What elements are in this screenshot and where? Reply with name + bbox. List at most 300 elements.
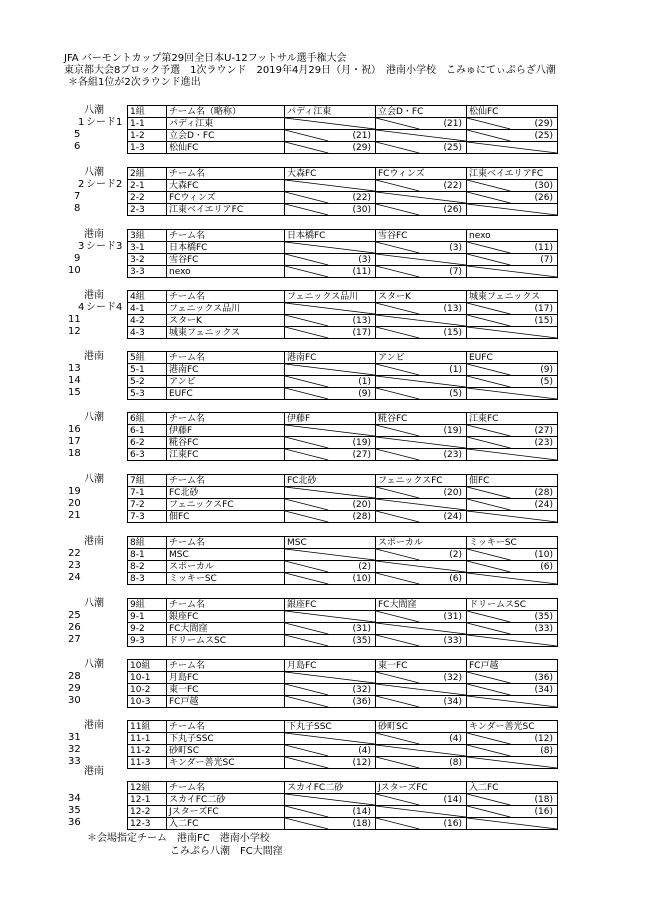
self-match-cell <box>467 635 558 647</box>
team-code: 7-3 <box>128 511 167 523</box>
diagonal-slash <box>467 449 557 460</box>
team-name: JスターズFC <box>167 806 285 818</box>
team-name: 下丸子SSC <box>167 733 285 745</box>
seed-number: 1 <box>78 117 85 128</box>
match-number: (5) <box>540 376 553 387</box>
team-name: スポーカル <box>167 561 285 573</box>
diagonal-slash <box>376 745 466 756</box>
match-number: (11) <box>534 242 553 253</box>
seed-number: 2 <box>78 179 85 190</box>
match-cell <box>285 266 376 278</box>
match-number: (21) <box>443 118 462 129</box>
self-match-cell <box>376 254 467 266</box>
self-match-cell <box>467 757 558 769</box>
match-cell <box>376 794 467 806</box>
venue-label: 港南 <box>84 290 104 301</box>
team-code: 1-3 <box>128 142 167 154</box>
group-title: 4組 <box>128 291 167 303</box>
match-cell <box>285 142 376 154</box>
row-number: 36 <box>68 817 81 828</box>
team-name: 佃FC <box>167 511 285 523</box>
match-number: (22) <box>443 180 462 191</box>
team-code: 12-2 <box>128 806 167 818</box>
match-cell <box>285 745 376 757</box>
match-number: (30) <box>534 180 553 191</box>
row-number: 31 <box>68 732 81 743</box>
group-title: 12組 <box>128 782 167 794</box>
team-code: 7-2 <box>128 499 167 511</box>
match-cell <box>467 303 558 315</box>
match-number: (3) <box>449 242 462 253</box>
match-cell <box>467 561 558 573</box>
opponent-header: スポーカル <box>376 537 467 549</box>
table-row <box>128 437 558 449</box>
match-cell <box>285 818 376 830</box>
self-match-cell <box>285 364 376 376</box>
team-name: 港南FC <box>167 364 285 376</box>
team-code: 3-2 <box>128 254 167 266</box>
match-number: (3) <box>358 254 371 265</box>
opponent-header: キンダー善光SC <box>467 721 558 733</box>
row-number: 9 <box>74 253 81 264</box>
self-match-cell <box>467 449 558 461</box>
table-row <box>128 266 558 278</box>
self-match-cell <box>376 623 467 635</box>
match-number: (15) <box>443 327 462 338</box>
row-number: 27 <box>68 634 81 645</box>
self-match-cell <box>285 242 376 254</box>
opponent-header: ドリームスSC <box>467 599 558 611</box>
self-match-cell <box>285 733 376 745</box>
seed-number: 3 <box>78 241 85 252</box>
row-number: 17 <box>68 436 81 447</box>
match-number: (32) <box>443 672 462 683</box>
team-code: 10-3 <box>128 696 167 708</box>
match-cell <box>285 684 376 696</box>
match-cell <box>467 437 558 449</box>
group-table <box>127 720 558 769</box>
table-row <box>128 818 558 830</box>
seed-label: シード2 <box>86 179 123 190</box>
match-number: (2) <box>358 561 371 572</box>
row-number: 21 <box>68 510 81 521</box>
match-cell <box>376 696 467 708</box>
match-cell <box>376 818 467 830</box>
team-name: 大森FC <box>167 180 285 192</box>
self-match-cell <box>285 549 376 561</box>
match-number: (8) <box>540 745 553 756</box>
table-header-row <box>128 475 558 487</box>
row-number: 11 <box>68 314 81 325</box>
team-code: 3-1 <box>128 242 167 254</box>
match-cell <box>285 499 376 511</box>
opponent-header: 糀谷FC <box>376 413 467 425</box>
team-name: FC北砂 <box>167 487 285 499</box>
match-cell <box>376 303 467 315</box>
match-number: (33) <box>443 635 462 646</box>
group-table <box>127 474 558 523</box>
match-cell <box>467 180 558 192</box>
match-cell <box>467 254 558 266</box>
opponent-header: MSC <box>285 537 376 549</box>
opponent-header: 月島FC <box>285 660 376 672</box>
diagonal-slash <box>285 242 375 253</box>
team-name: パディ江東 <box>167 118 285 130</box>
table-row <box>128 449 558 461</box>
self-match-cell <box>285 487 376 499</box>
table-row <box>128 487 558 499</box>
table-row <box>128 204 558 216</box>
match-number: (28) <box>534 487 553 498</box>
self-match-cell <box>376 130 467 142</box>
match-number: (22) <box>352 192 371 203</box>
table-header-row <box>128 537 558 549</box>
match-cell <box>376 487 467 499</box>
opponent-header: 砂町SC <box>376 721 467 733</box>
opponent-header: JスターズFC <box>376 782 467 794</box>
venue-label: 八潮 <box>84 167 104 178</box>
match-cell <box>376 672 467 684</box>
match-cell <box>285 573 376 585</box>
match-number: (33) <box>534 623 553 634</box>
table-row <box>128 745 558 757</box>
diagonal-slash <box>467 635 557 646</box>
match-number: (5) <box>449 388 462 399</box>
diagonal-slash <box>467 266 557 277</box>
seed-number: 4 <box>78 302 85 313</box>
team-name-header: チーム名 <box>167 782 285 794</box>
team-name: 糀谷FC <box>167 437 285 449</box>
table-row <box>128 499 558 511</box>
match-cell <box>285 437 376 449</box>
diagonal-slash <box>467 388 557 399</box>
opponent-header: スカイFC二砂 <box>285 782 376 794</box>
match-number: (36) <box>352 696 371 707</box>
row-number: 19 <box>68 486 81 497</box>
match-number: (19) <box>443 425 462 436</box>
match-number: (26) <box>534 192 553 203</box>
table-row <box>128 573 558 585</box>
match-number: (11) <box>352 266 371 277</box>
match-number: (14) <box>352 806 371 817</box>
team-code: 2-2 <box>128 192 167 204</box>
team-name: 砂町SC <box>167 745 285 757</box>
diagonal-slash <box>285 364 375 375</box>
team-name: 立会D・FC <box>167 130 285 142</box>
team-code: 10-1 <box>128 672 167 684</box>
match-number: (25) <box>534 130 553 141</box>
match-cell <box>376 425 467 437</box>
team-code: 3-3 <box>128 266 167 278</box>
group-table <box>127 598 558 647</box>
row-number: 22 <box>68 548 81 559</box>
opponent-header: 立会D・FC <box>376 106 467 118</box>
venue-label: 港南 <box>84 766 104 777</box>
match-number: (29) <box>352 142 371 153</box>
team-code: 12-1 <box>128 794 167 806</box>
match-number: (6) <box>449 573 462 584</box>
venue-label: 港南 <box>84 229 104 240</box>
match-number: (23) <box>534 437 553 448</box>
team-name: フェニックスFC <box>167 499 285 511</box>
group-title: 2組 <box>128 168 167 180</box>
diagonal-slash <box>285 425 375 436</box>
venue-label: 八潮 <box>84 598 104 609</box>
row-number: 32 <box>68 744 81 755</box>
footer-venue-note-2: こみぷら八潮 FC大間窪 <box>170 846 283 857</box>
table-row <box>128 388 558 400</box>
diagonal-slash <box>376 376 466 387</box>
match-cell <box>285 511 376 523</box>
group-table <box>127 351 558 400</box>
match-cell <box>285 449 376 461</box>
table-row <box>128 696 558 708</box>
match-number: (1) <box>358 376 371 387</box>
self-match-cell <box>467 204 558 216</box>
diagonal-slash <box>376 623 466 634</box>
group-table <box>127 167 558 216</box>
diagonal-slash <box>285 611 375 622</box>
match-number: (36) <box>534 672 553 683</box>
group-table <box>127 290 558 339</box>
team-code: 4-2 <box>128 315 167 327</box>
match-cell <box>467 376 558 388</box>
match-number: (16) <box>443 818 462 829</box>
team-name: 江東FC <box>167 449 285 461</box>
team-name: 松仙FC <box>167 142 285 154</box>
match-cell <box>285 696 376 708</box>
team-code: 2-1 <box>128 180 167 192</box>
match-number: (15) <box>534 315 553 326</box>
group-table <box>127 781 558 830</box>
match-cell <box>467 745 558 757</box>
match-cell <box>285 757 376 769</box>
team-name: 入二FC <box>167 818 285 830</box>
match-cell <box>376 204 467 216</box>
match-cell <box>376 511 467 523</box>
opponent-header: 佃FC <box>467 475 558 487</box>
table-header-row <box>128 413 558 425</box>
self-match-cell <box>376 684 467 696</box>
diagonal-slash <box>467 696 557 707</box>
match-number: (31) <box>443 611 462 622</box>
table-header-row <box>128 782 558 794</box>
team-code: 10-2 <box>128 684 167 696</box>
diagonal-slash <box>376 192 466 203</box>
advancement-note: ＊各組1位が2次ラウンド進出 <box>68 77 201 88</box>
match-cell <box>467 684 558 696</box>
match-number: (13) <box>443 303 462 314</box>
match-cell <box>467 425 558 437</box>
opponent-header: FC戸越 <box>467 660 558 672</box>
match-cell <box>376 635 467 647</box>
team-name: EUFC <box>167 388 285 400</box>
self-match-cell <box>467 696 558 708</box>
row-number: 8 <box>74 203 81 214</box>
match-cell <box>376 573 467 585</box>
self-match-cell <box>467 327 558 339</box>
team-name: FC戸越 <box>167 696 285 708</box>
match-number: (10) <box>352 573 371 584</box>
match-number: (12) <box>352 757 371 768</box>
table-row <box>128 806 558 818</box>
row-number: 12 <box>68 326 81 337</box>
self-match-cell <box>376 499 467 511</box>
team-code: 8-2 <box>128 561 167 573</box>
match-number: (18) <box>534 794 553 805</box>
group-table <box>127 105 558 154</box>
team-code: 11-2 <box>128 745 167 757</box>
diagonal-slash <box>376 806 466 817</box>
venue-label: 八潮 <box>84 412 104 423</box>
self-match-cell <box>376 561 467 573</box>
match-cell <box>285 376 376 388</box>
opponent-header: ミッキーSC <box>467 537 558 549</box>
team-code: 1-1 <box>128 118 167 130</box>
match-cell <box>376 142 467 154</box>
match-number: (35) <box>352 635 371 646</box>
team-name: 銀座FC <box>167 611 285 623</box>
opponent-header: パディ江東 <box>285 106 376 118</box>
group-title: 8組 <box>128 537 167 549</box>
match-cell <box>467 672 558 684</box>
match-cell <box>376 449 467 461</box>
venue-label: 港南 <box>84 720 104 731</box>
team-name: FCウィンズ <box>167 192 285 204</box>
match-number: (18) <box>352 818 371 829</box>
team-code: 11-3 <box>128 757 167 769</box>
diagonal-slash <box>376 499 466 510</box>
match-cell <box>467 611 558 623</box>
team-name-header: チーム名 <box>167 413 285 425</box>
table-row <box>128 130 558 142</box>
team-name-header: チーム名 <box>167 168 285 180</box>
match-cell <box>285 204 376 216</box>
diagonal-slash <box>285 672 375 683</box>
group-table <box>127 659 558 708</box>
team-name: 伊藤F <box>167 425 285 437</box>
venue-label: 八潮 <box>84 659 104 670</box>
self-match-cell <box>376 192 467 204</box>
team-name: フェニックス品川 <box>167 303 285 315</box>
self-match-cell <box>376 315 467 327</box>
team-code: 2-3 <box>128 204 167 216</box>
match-number: (30) <box>352 204 371 215</box>
team-name-header: チーム名 <box>167 721 285 733</box>
self-match-cell <box>467 142 558 154</box>
venue-label: 八潮 <box>84 474 104 485</box>
table-row <box>128 561 558 573</box>
match-number: (9) <box>540 364 553 375</box>
team-code: 8-1 <box>128 549 167 561</box>
table-row <box>128 192 558 204</box>
match-cell <box>467 118 558 130</box>
diagonal-slash <box>376 684 466 695</box>
match-number: (4) <box>358 745 371 756</box>
match-number: (20) <box>443 487 462 498</box>
team-code: 12-3 <box>128 818 167 830</box>
self-match-cell <box>285 672 376 684</box>
match-cell <box>467 733 558 745</box>
match-cell <box>467 242 558 254</box>
team-code: 4-1 <box>128 303 167 315</box>
opponent-header: フェニックスFC <box>376 475 467 487</box>
team-name-header: チーム名 <box>167 537 285 549</box>
diagonal-slash <box>285 180 375 191</box>
table-row <box>128 611 558 623</box>
match-number: (4) <box>449 733 462 744</box>
match-cell <box>376 757 467 769</box>
team-name-header: チーム名 <box>167 475 285 487</box>
team-name-header: チーム名 <box>167 230 285 242</box>
match-cell <box>467 130 558 142</box>
opponent-header: 雪谷FC <box>376 230 467 242</box>
self-match-cell <box>467 511 558 523</box>
diagonal-slash <box>376 315 466 326</box>
self-match-cell <box>285 180 376 192</box>
row-number: 13 <box>68 363 81 374</box>
table-header-row <box>128 168 558 180</box>
self-match-cell <box>467 266 558 278</box>
row-number: 26 <box>68 622 81 633</box>
team-name: 東一FC <box>167 684 285 696</box>
match-number: (17) <box>352 327 371 338</box>
match-cell <box>467 192 558 204</box>
match-number: (20) <box>352 499 371 510</box>
team-code: 9-1 <box>128 611 167 623</box>
match-cell <box>467 549 558 561</box>
match-number: (35) <box>534 611 553 622</box>
match-number: (2) <box>449 549 462 560</box>
table-header-row <box>128 599 558 611</box>
diagonal-slash <box>467 142 557 153</box>
group-table <box>127 536 558 585</box>
team-name-header: チーム名 <box>167 352 285 364</box>
opponent-header: FC北砂 <box>285 475 376 487</box>
self-match-cell <box>285 794 376 806</box>
match-number: (10) <box>534 549 553 560</box>
opponent-header: アンビ <box>376 352 467 364</box>
row-number: 5 <box>74 129 81 140</box>
venue-label: 港南 <box>84 351 104 362</box>
match-number: (14) <box>443 794 462 805</box>
table-header-row <box>128 230 558 242</box>
diagonal-slash <box>376 254 466 265</box>
table-header-row <box>128 106 558 118</box>
self-match-cell <box>467 573 558 585</box>
self-match-cell <box>376 376 467 388</box>
table-row <box>128 672 558 684</box>
row-number: 33 <box>68 756 81 767</box>
team-name: 日本橋FC <box>167 242 285 254</box>
opponent-header: FC大間窪 <box>376 599 467 611</box>
table-row <box>128 511 558 523</box>
match-number: (9) <box>358 388 371 399</box>
team-code: 6-1 <box>128 425 167 437</box>
diagonal-slash <box>467 818 557 829</box>
team-name: 雪谷FC <box>167 254 285 266</box>
opponent-header: 大森FC <box>285 168 376 180</box>
match-number: (27) <box>534 425 553 436</box>
match-cell <box>376 180 467 192</box>
opponent-header: nexo <box>467 230 558 242</box>
match-cell <box>285 806 376 818</box>
table-header-row <box>128 660 558 672</box>
row-number: 20 <box>68 498 81 509</box>
match-cell <box>285 623 376 635</box>
match-cell <box>467 499 558 511</box>
diagonal-slash <box>467 573 557 584</box>
